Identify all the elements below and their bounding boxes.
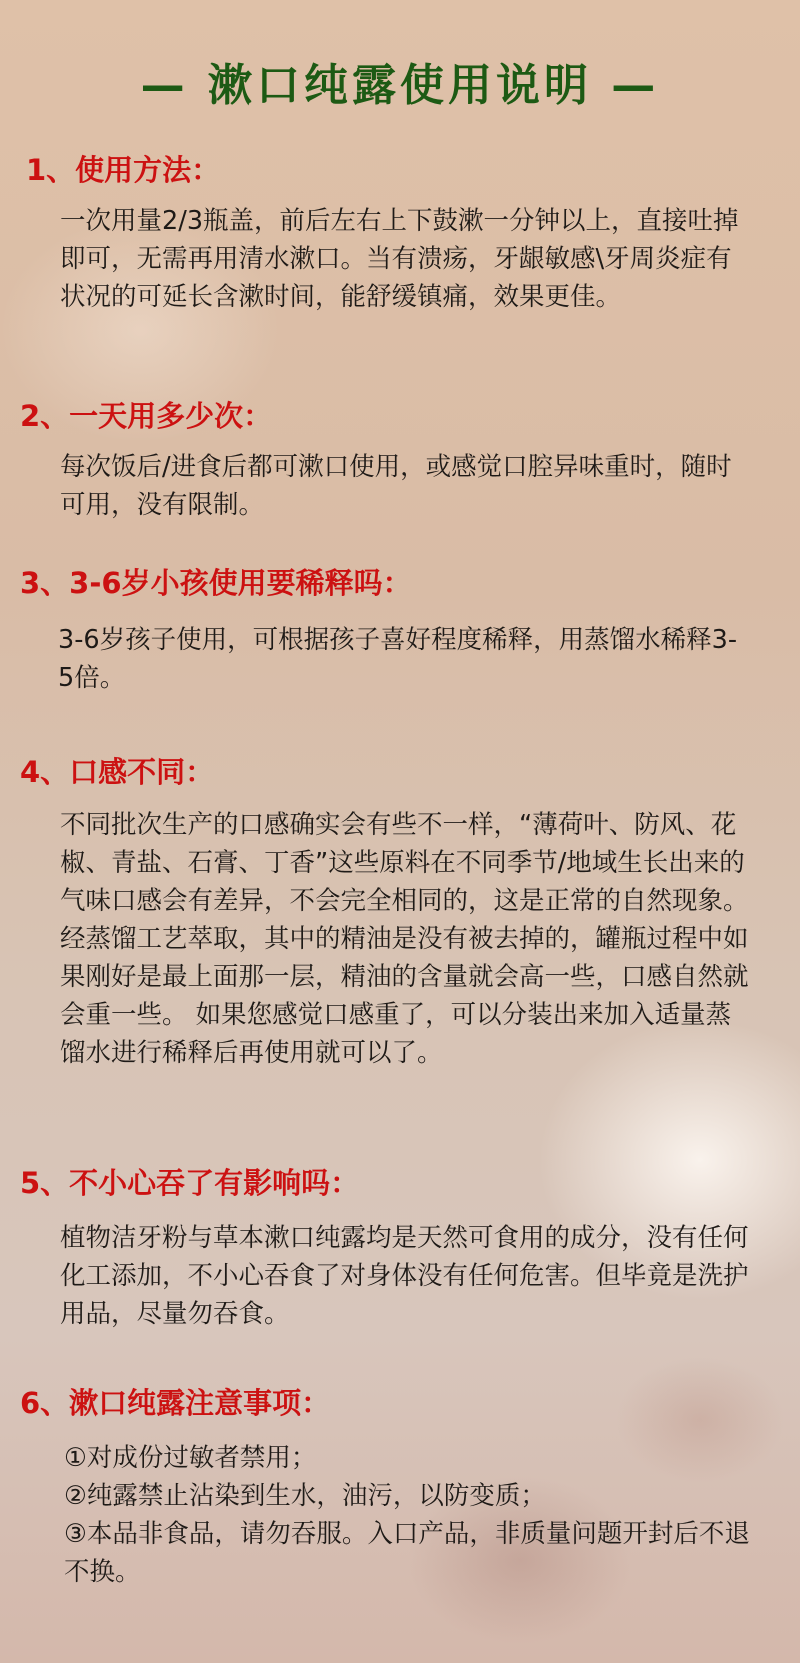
section-children-dilution	[0, 563, 800, 697]
precaution-item: ②纯露禁止沾染到生水，油污，以防变质；	[64, 1481, 546, 1511]
section-heading: 1、使用方法：	[26, 153, 221, 187]
section-heading: 4、口感不同：	[20, 755, 215, 789]
section-daily-frequency	[0, 396, 800, 524]
section-heading: 3、3-6岁小孩使用要稀释吗：	[20, 566, 412, 600]
precaution-item: ③本品非食品，请勿吞服。入口产品，非质量问题开封后不退不换。	[64, 1519, 750, 1587]
precautions-list	[60, 1439, 750, 1591]
section-body: 3-6岁孩子使用，可根据孩子喜好程度稀释，用蒸馏水稀释3-5倍。	[58, 625, 738, 693]
section-body: 一次用量2/3瓶盖，前后左右上下鼓漱一分钟以上，直接吐掉即可，无需再用清水漱口。当有溃疡，牙龈敏感\牙周炎症有状况的可延长含漱时间，能舒缓镇痛，效果更佳。	[60, 206, 739, 312]
section-body: 每次饭后/进食后都可漱口使用，或感觉口腔异味重时，随时可用，没有限制。	[60, 452, 732, 520]
section-body: 植物洁牙粉与草本漱口纯露均是天然可食用的成分，没有任何化工添加，不小心吞食了对身体没有任何危害。但毕竟是洗护用品，尽量勿吞食。	[60, 1223, 749, 1329]
section-heading: 5、不小心吞了有影响吗：	[20, 1166, 360, 1200]
section-heading: 6、漱口纯露注意事项：	[20, 1386, 331, 1420]
section-heading: 2、一天用多少次：	[20, 399, 273, 433]
page-title: — 漱口纯露使用说明 —	[140, 60, 660, 111]
section-taste-difference	[0, 752, 800, 1072]
section-swallow-effect	[0, 1163, 800, 1333]
section-usage-method	[0, 150, 800, 316]
section-precautions	[0, 1383, 800, 1591]
section-body: 不同批次生产的口感确实会有些不一样，“薄荷叶、防风、花椒、青盐、石膏、丁香”这些原料在不同季节/地域生长出来的气味口感会有差异，不会完全相同的，这是正常的自然现象。 经蒸馏工艺萃取，其中的精油是没有被去掉的，罐瓶过程中如果刚好是最上面那一层，精油的含量就会高一些，口感自然就会重一些。 如果您感觉口感重了，可以分装出来加入适量蒸馏水进行稀释后再使用就可以了。	[60, 810, 749, 1068]
precaution-item: ①对成份过敏者禁用；	[64, 1443, 317, 1473]
